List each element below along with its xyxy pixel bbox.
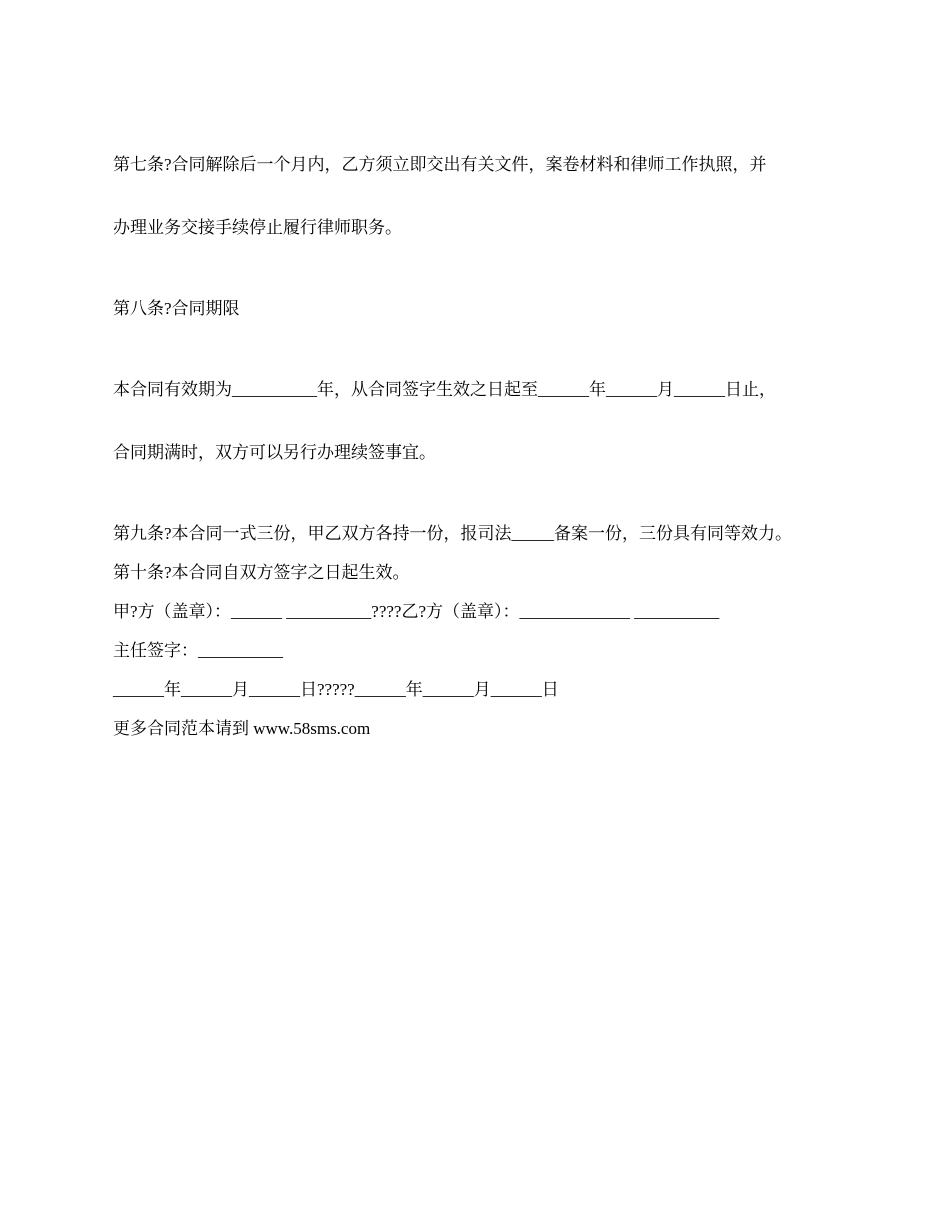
article-8-line-1: 本合同有效期为__________年，从合同签字生效之日起至______年______月______日止，	[113, 380, 776, 399]
article-7-line-1: 第七条?合同解除后一个月内，乙方须立即交出有关文件，案卷材料和律师工作执照，并	[113, 155, 767, 174]
article-10: 第十条?本合同自双方签字之日起生效。	[113, 563, 410, 582]
signature-parties: 甲?方（盖章）：______ __________????乙?方（盖章）：_____________ __________	[113, 602, 720, 621]
director-signature: 主任签字：__________	[113, 641, 283, 660]
article-8-heading: 第八条?合同期限	[113, 299, 240, 318]
signature-dates: ______年______月______日?????______年______月______日	[113, 680, 559, 699]
article-9: 第九条?本合同一式三份，甲乙双方各持一份，报司法_____备案一份，三份具有同等效力。	[113, 524, 793, 543]
article-8-body	[113, 337, 853, 505]
footer-link[interactable]: 更多合同范本请到 www.58sms.com	[113, 719, 371, 738]
article-8-line-2: 合同期满时，双方可以另行办理续签事宜。	[113, 443, 436, 462]
article-7-line-2: 办理业务交接手续停止履行律师职务。	[113, 218, 402, 237]
document-body	[113, 112, 853, 757]
article-7	[113, 112, 853, 280]
